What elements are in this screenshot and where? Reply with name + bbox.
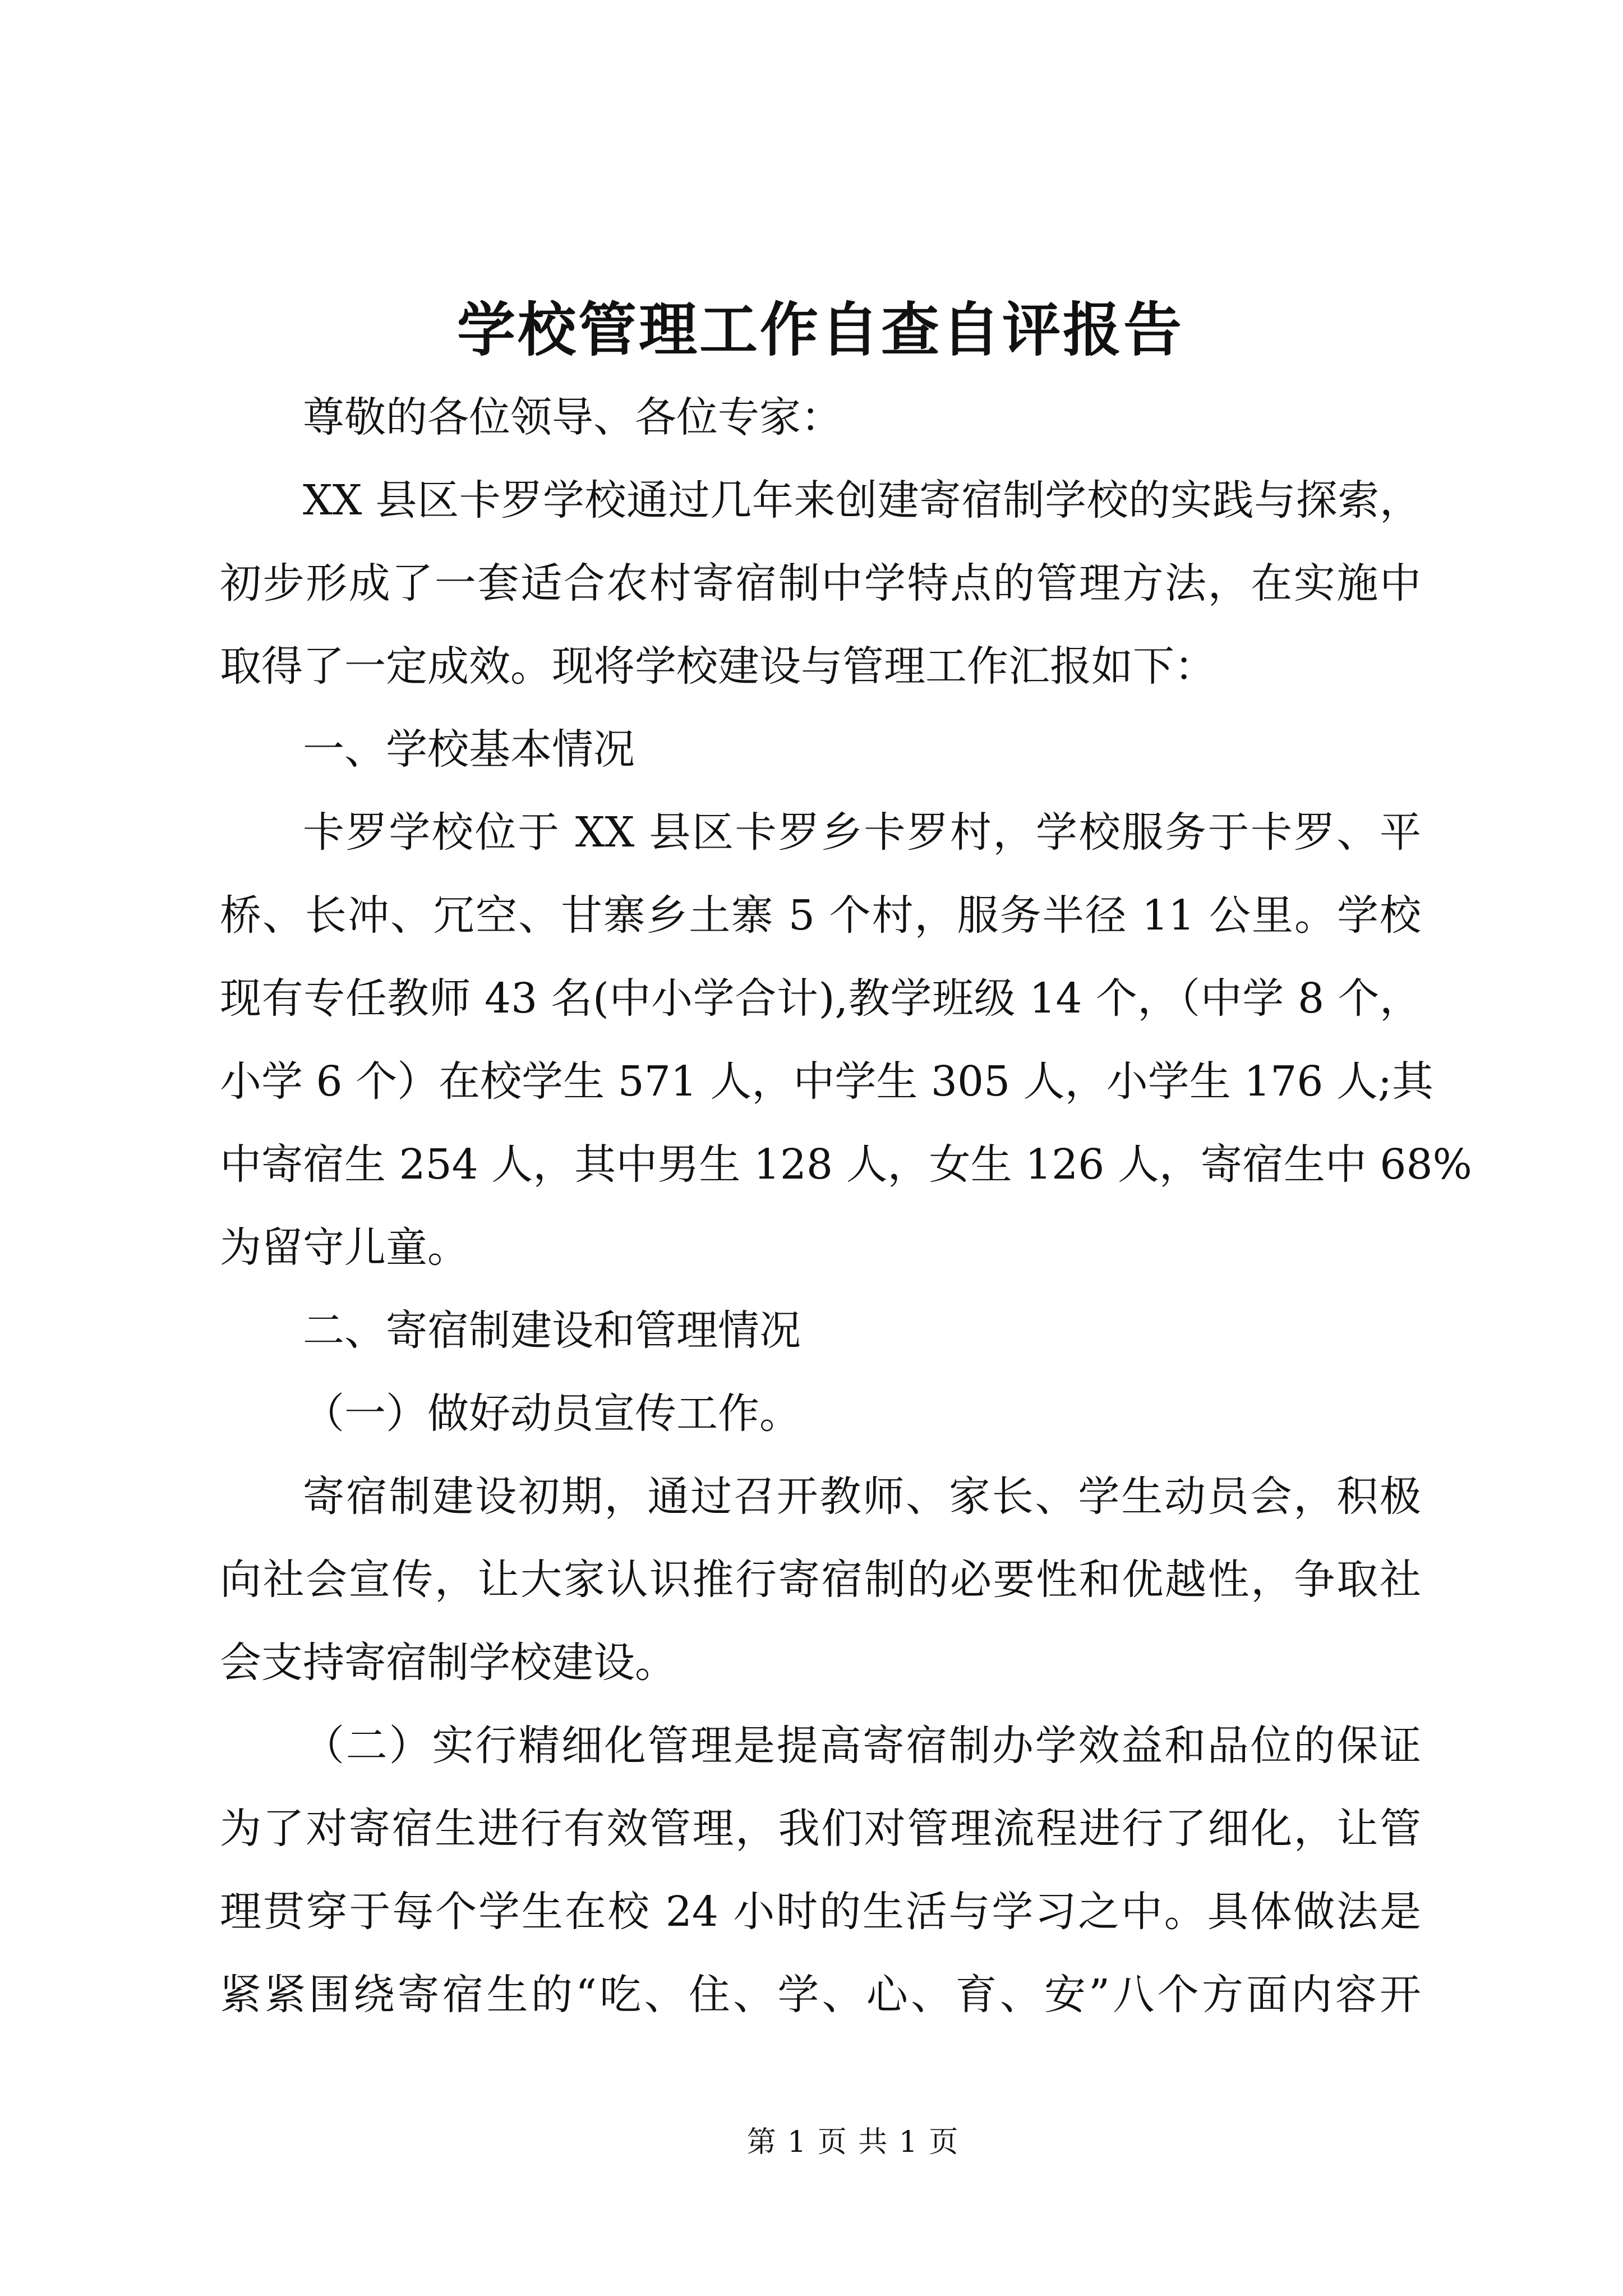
- document-title: 学校管理工作自查自评报告: [457, 295, 1184, 364]
- text-line: （一）做好动员宣传工作。: [303, 1389, 801, 1438]
- text-line: 桥、长冲、冗空、甘寨乡土寨 5 个村，服务半径 11 公里。学校: [220, 891, 1421, 940]
- section-heading: [220, 708, 1421, 791]
- text-line: 会支持寄宿制学校建设。: [220, 1639, 676, 1687]
- text-line: 取得了一定成效。现将学校建设与管理工作汇报如下：: [220, 642, 1216, 691]
- section-heading: [220, 1289, 1421, 1372]
- text-line: 理贯穿于每个学生在校 24 小时的生活与学习之中。具体做法是: [220, 1888, 1421, 1936]
- text-line: 一、学校基本情况: [303, 725, 635, 774]
- subsection-heading: [220, 1372, 1421, 1455]
- document-body: [220, 376, 1472, 2036]
- school-overview-paragraph: [220, 791, 1472, 1289]
- page-number-footer: 第 1 页 共 1 页: [746, 2125, 960, 2159]
- text-line: 卡罗学校位于 XX 县区卡罗乡卡罗村，学校服务于卡罗、平: [303, 808, 1421, 857]
- salutation-paragraph: [220, 376, 1421, 459]
- text-line: 小学 6 个）在校学生 571 人，中学生 305 人，小学生 176 人;其: [220, 1057, 1433, 1106]
- text-line: （二）实行精细化管理是提高寄宿制办学效益和品位的保证: [303, 1722, 1421, 1770]
- text-line: 寄宿制建设初期，通过召开教师、家长、学生动员会，积极: [303, 1473, 1421, 1521]
- text-line: XX 县区卡罗学校通过几年来创建寄宿制学校的实践与探索，: [303, 476, 1421, 524]
- text-line: 紧紧围绕寄宿生的“吃、住、学、心、育、安”八个方面内容开: [220, 1971, 1421, 2019]
- management-paragraph: [220, 1704, 1421, 2036]
- text-line: 初步形成了一套适合农村寄宿制中学特点的管理方法，在实施中: [220, 559, 1421, 608]
- intro-paragraph: [220, 459, 1421, 708]
- text-line: 中寄宿生 254 人，其中男生 128 人，女生 126 人，寄宿生中 68%: [220, 1140, 1472, 1189]
- text-line: 为留守儿童。: [220, 1223, 469, 1272]
- text-line: 现有专任教师 43 名(中小学合计),教学班级 14 个，（中学 8 个，: [220, 974, 1421, 1023]
- text-line: 二、寄宿制建设和管理情况: [303, 1306, 801, 1355]
- text-line: 尊敬的各位领导、各位专家：: [303, 393, 842, 441]
- publicity-paragraph: [220, 1455, 1421, 1704]
- text-line: 为了对寄宿生进行有效管理，我们对管理流程进行了细化，让管: [220, 1805, 1421, 1853]
- text-line: 向社会宣传，让大家认识推行寄宿制的必要性和优越性，争取社: [220, 1556, 1421, 1604]
